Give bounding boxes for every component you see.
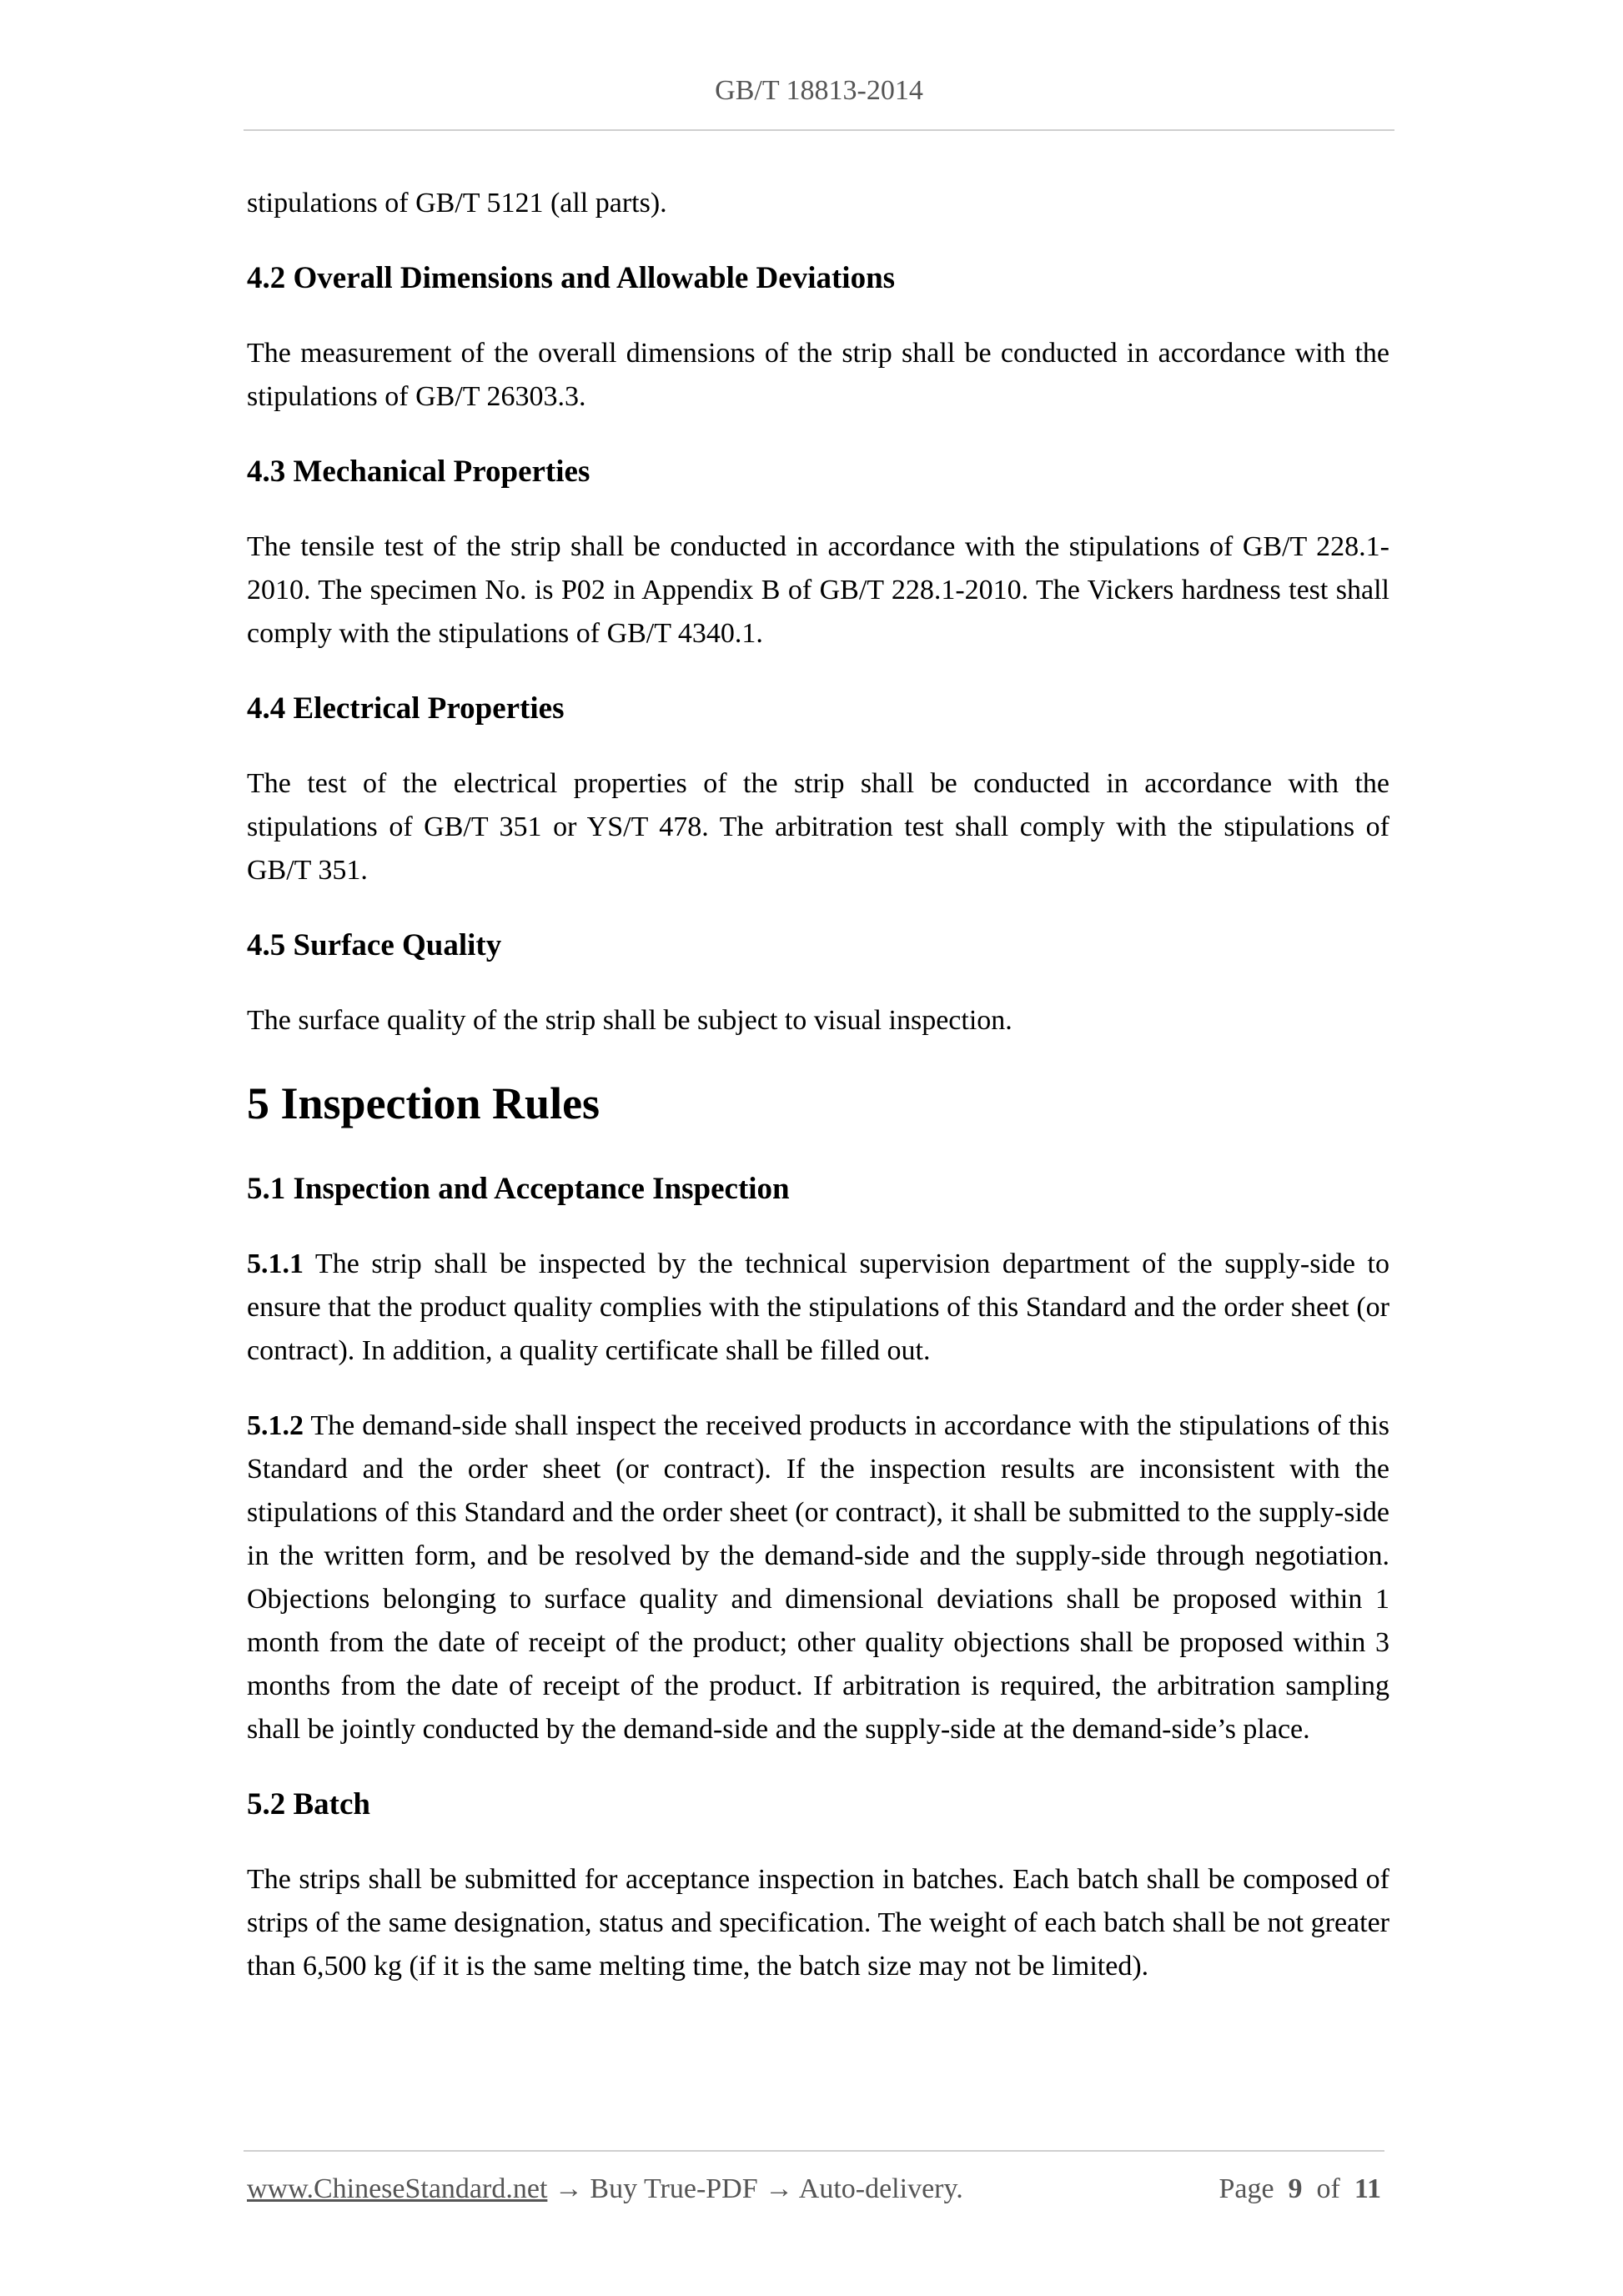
total-pages: 11 bbox=[1354, 2173, 1381, 2204]
footer-rule bbox=[244, 2150, 1384, 2152]
paragraph-4-5: The surface quality of the strip shall be subject to visual inspection. bbox=[247, 1005, 1012, 1036]
clause-number-5-1-1: 5.1.1 bbox=[247, 1248, 304, 1279]
footer-delivery-text: Auto-delivery. bbox=[798, 2173, 963, 2204]
running-header-title: GB/T 18813-2014 bbox=[715, 75, 923, 106]
of-word: of bbox=[1316, 2173, 1340, 2204]
chapter-heading-5: 5 Inspection Rules bbox=[247, 1078, 600, 1128]
paragraph-4-4: The test of the electrical properties of the strip shall be conducted in accordance with the stipulations of GB/T 351 or YS/T 478. The arbitration test shall comply with the stipulations of GB/T 351. bbox=[247, 768, 1389, 886]
heading-4-5: 4.5 Surface Quality bbox=[247, 928, 502, 962]
paragraph-4-3: The tensile test of the strip shall be conducted in accordance with the stipulations of GB/T 228.1-2010. The specimen No. is P02 in Appendix B of GB/T 228.1-2010. The Vickers hardness test shall comply with the stipulations of GB/T 4340.1. bbox=[247, 531, 1389, 649]
footer-buy-text: Buy True-PDF bbox=[590, 2173, 758, 2204]
clause-text-5-1-1: The strip shall be inspected by the technical supervision department of the supply-side to ensure that the product quality complies with the stipulations of this Standard and the order sheet (or contract). In addition, a quality certificate shall be filled out. bbox=[247, 1248, 1389, 1366]
footer-site-link[interactable]: www.ChineseStandard.net bbox=[247, 2173, 548, 2204]
clause-5-1-2 bbox=[247, 1404, 1389, 1751]
page-number bbox=[1219, 2170, 1381, 2208]
clause-number-5-1-2: 5.1.2 bbox=[247, 1410, 304, 1441]
heading-4-2: 4.2 Overall Dimensions and Allowable Deviations bbox=[247, 261, 896, 295]
paragraph-4-2: The measurement of the overall dimensions of the strip shall be conducted in accordance with the stipulations of GB/T 26303.3. bbox=[247, 338, 1389, 412]
header-rule bbox=[244, 129, 1394, 131]
arrow-right-icon: → bbox=[757, 2173, 799, 2204]
page-body bbox=[247, 182, 1389, 2017]
footer-promo bbox=[247, 2170, 963, 2208]
clause-text-5-1-2: The demand-side shall inspect the received products in accordance with the stipulations of this Standard and the order sheet (or contract). If the inspection results are inconsistent with the stipulations of this Standard and the order sheet (or contract), it shall be submitted to the supply-side in the written form, and be resolved by the demand-side and the supply-side through negotiation. Objections belonging to surface quality and dimensional deviations shall be proposed within 1 month from the date of receipt of the product; other quality objections shall be proposed within 3 months from the date of receipt of the product. If arbitration is required, the arbitration sampling shall be jointly conducted by the demand-side and the supply-side at the demand-side’s place. bbox=[247, 1410, 1389, 1745]
clause-5-1-1 bbox=[247, 1243, 1389, 1373]
heading-5-2: 5.2 Batch bbox=[247, 1787, 370, 1821]
heading-4-4: 4.4 Electrical Properties bbox=[247, 691, 565, 726]
arrow-right-icon: → bbox=[547, 2173, 590, 2204]
current-page: 9 bbox=[1288, 2173, 1303, 2204]
continued-paragraph: stipulations of GB/T 5121 (all parts). bbox=[247, 188, 667, 219]
heading-4-3: 4.3 Mechanical Properties bbox=[247, 455, 590, 489]
page-word: Page bbox=[1219, 2173, 1274, 2204]
heading-5-1: 5.1 Inspection and Acceptance Inspection bbox=[247, 1172, 790, 1206]
paragraph-5-2: The strips shall be submitted for acceptance inspection in batches. Each batch shall be composed of strips of the same designation, status and specification. The weight of each batch shall be not greater than 6,500 kg (if it is the same melting time, the batch size may not be limited). bbox=[247, 1864, 1389, 1982]
